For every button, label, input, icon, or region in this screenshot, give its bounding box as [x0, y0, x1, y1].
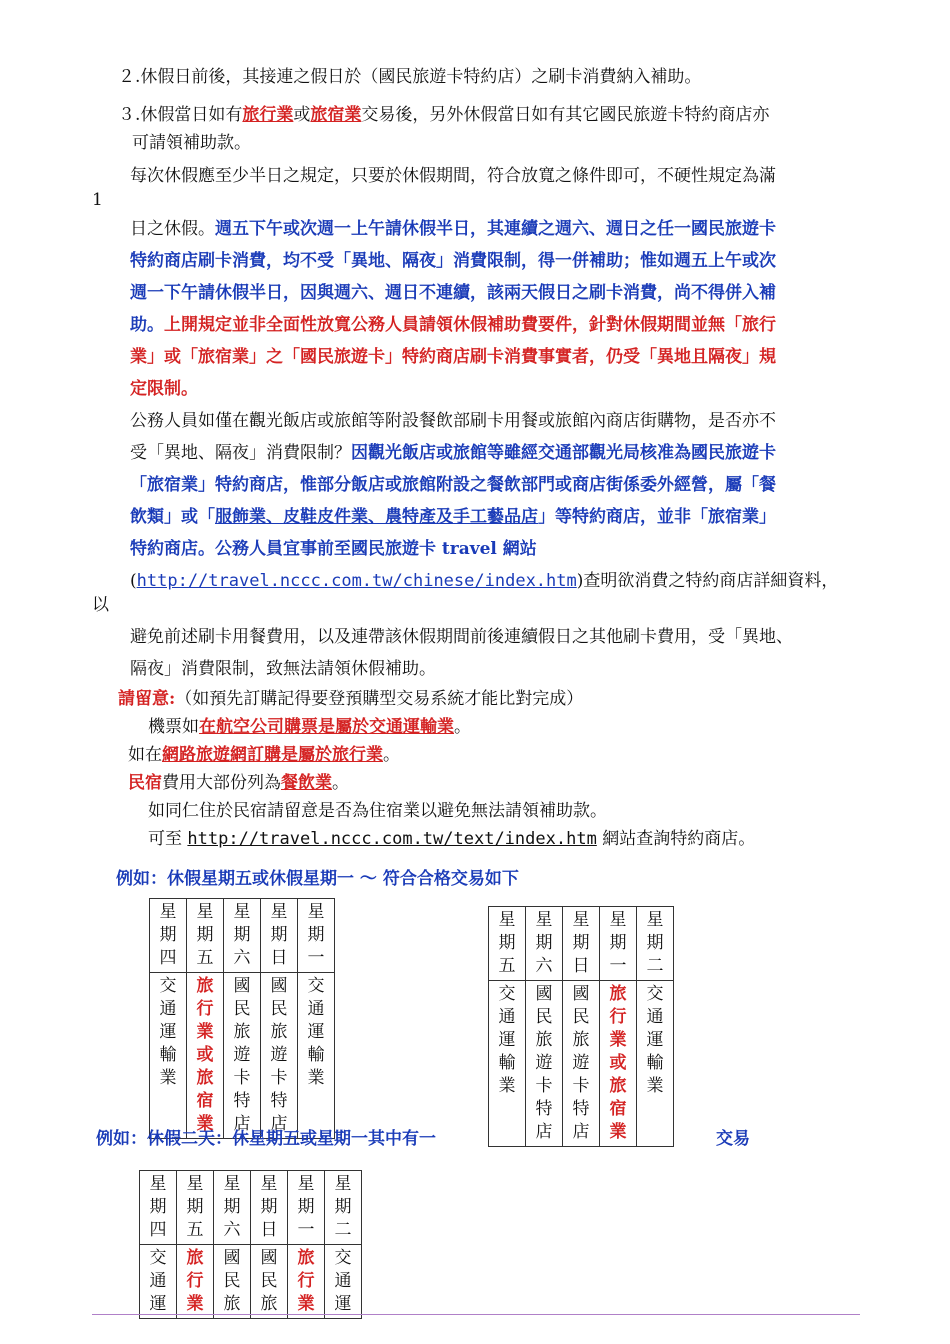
hotel-line1: 公務人員如僅在觀光飯店或旅館等附設餐飲部刷卡用餐或旅館內商店街購物，是否亦不 — [130, 411, 776, 431]
rule-blue-text: 週五下午或次週一上午請休假半日，其連續之週六、週日之任一國民旅遊卡 — [215, 219, 776, 239]
day-cell: 星 期 五 — [177, 1171, 214, 1245]
notice-text: 費用大部份列為 — [162, 773, 281, 793]
day-cell: 星 期 六 — [214, 1171, 251, 1245]
category-cell: 國 民 旅 遊 卡 特 店 — [224, 973, 261, 1139]
day-cell: 星 期 六 — [526, 907, 563, 981]
rule-text: 日之休假。 — [130, 219, 215, 239]
category-cell: 旅 行 業 或 旅 宿 業 — [600, 981, 637, 1147]
day-cell: 星 期 二 — [637, 907, 674, 981]
item-2-text: ２.休假日前後，其接連之假日於（國民旅遊卡特約店）之刷卡消費納入補助。 — [118, 67, 702, 87]
notice-line5 — [148, 828, 755, 850]
hotel-text-cont: 」等特約商店，並非「旅宿業」 — [538, 507, 776, 527]
rule-line1: 每次休假應至少半日之規定，只要於休假期間，符合放寬之條件即可，不硬性規定為滿 — [130, 166, 776, 186]
notice-text: 可至 — [148, 829, 188, 849]
category-cell: 交 通 運 — [325, 1245, 362, 1319]
day-cell: 星 期 四 — [150, 899, 187, 973]
example2-table — [139, 1170, 362, 1319]
notice-airline: 在航空公司購票是屬於交通運輸業 — [199, 717, 454, 737]
hotel-question: 受「異地、隔夜」消費限制？ — [130, 443, 351, 463]
notice-line3 — [128, 772, 349, 794]
day-cell: 星 期 一 — [600, 907, 637, 981]
notice-line4: 如同仁住於民宿請留意是否為住宿業以避免無法請領補助款。 — [148, 801, 607, 821]
hotel-line4 — [130, 506, 776, 528]
example2-title: 例如：休假二天：休星期五或星期一其中有一 — [96, 1129, 436, 1149]
hotel-underlined-categories: 服飾業、皮鞋皮件業、農特產及手工藝品店 — [215, 507, 538, 527]
category-cell: 交 通 運 輸 業 — [150, 973, 187, 1139]
hotel-text: 飲類」或「 — [130, 507, 215, 527]
category-cell: 旅 行 業 — [177, 1245, 214, 1319]
hotel-line5: 特約商店。公務人員宜事前至國民旅遊卡 travel 網站 — [130, 539, 537, 559]
notice-label: 請留意: — [118, 689, 176, 709]
day-cell: 星 期 五 — [187, 899, 224, 973]
category-cell: 交 通 運 輸 業 — [637, 981, 674, 1147]
category-cell: 交 通 運 輸 業 — [489, 981, 526, 1147]
day-cell: 星 期 日 — [261, 899, 298, 973]
item-3-text-cont: 交易後，另外休假當日如有其它國民旅遊卡特約商店亦 — [361, 105, 770, 125]
day-cell: 星 期 一 — [298, 899, 335, 973]
margin-number: 1 — [92, 190, 103, 210]
travel-text-link[interactable]: http://travel.nccc.com.tw/text/index.htm — [187, 829, 597, 849]
notice-paren: （如預先訂購記得要登預購型交易系統才能比對完成） — [175, 689, 584, 709]
day-cell: 星 期 六 — [224, 899, 261, 973]
notice-online-travel: 網路旅遊網訂購是屬於旅行業 — [162, 745, 383, 765]
rule-line3: 特約商店刷卡消費，均不受「異地、隔夜」消費限制，得一併補助；惟如週五上午或次 — [130, 251, 776, 271]
notice-bnb: 民宿 — [128, 773, 162, 793]
rule-line5 — [130, 314, 776, 336]
notice-line1 — [148, 716, 471, 738]
category-cell: 國 民 旅 — [214, 1245, 251, 1319]
rule-blue-end: 助。 — [130, 315, 164, 335]
item-3-line2: 可請領補助款。 — [132, 133, 251, 153]
day-cell: 星 期 日 — [563, 907, 600, 981]
category-cell: 國 民 旅 遊 卡 特 店 — [563, 981, 600, 1147]
rule-red-text: 上開規定並非全面性放寬公務人員請領休假補助費要件，針對休假期間並無「旅行 — [164, 315, 776, 335]
hotel-answer: 因觀光飯店或旅館等雖經交通部觀光局核准為國民旅遊卡 — [351, 443, 776, 463]
notice-text: 如在 — [128, 745, 162, 765]
rule-line4: 週一下午請休假半日，因與週六、週日不連續，該兩天假日之刷卡消費，尚不得併入補 — [130, 283, 776, 303]
notice-period: 。 — [454, 717, 471, 737]
paren-open: ( — [130, 571, 137, 591]
example1-table-b — [488, 906, 674, 1147]
category-cell: 國 民 旅 遊 卡 特 店 — [526, 981, 563, 1147]
item-3-line1 — [118, 104, 769, 126]
item-3-text: ３.休假當日如有 — [118, 105, 243, 125]
notice-text: 機票如 — [148, 717, 199, 737]
rule-line6: 業」或「旅宿業」之「國民旅遊卡」特約商店刷卡消費事實者，仍受「異地且隔夜」規 — [130, 347, 776, 367]
rule-line7: 定限制。 — [130, 379, 198, 399]
category-cell: 旅 行 業 或 旅 宿 業 — [187, 973, 224, 1139]
notice-text-cont: 網站查詢特約商店。 — [596, 829, 756, 849]
day-cell: 星 期 一 — [288, 1171, 325, 1245]
notice-line2 — [128, 744, 400, 766]
category-cell: 交 通 運 — [140, 1245, 177, 1319]
day-cell: 星 期 四 — [140, 1171, 177, 1245]
hotel-line6 — [130, 570, 838, 592]
hotel-line7: 避免前述刷卡用餐費用，以及連帶該休假期間前後連續假日之其他刷卡費用，受「異地、 — [130, 627, 793, 647]
notice-food: 餐飲業 — [281, 773, 332, 793]
footer-divider — [92, 1314, 860, 1315]
category-cell: 旅 行 業 — [288, 1245, 325, 1319]
notice-period: 。 — [332, 773, 349, 793]
category-cell: 國 民 旅 — [251, 1245, 288, 1319]
notice-header — [118, 688, 583, 710]
day-cell: 星 期 二 — [325, 1171, 362, 1245]
hotel-line8: 隔夜」消費限制，致無法請領休假補助。 — [130, 659, 436, 679]
example1-table-a — [149, 898, 335, 1139]
hotel-text-after-link: )查明欲消費之特約商店詳細資料， — [576, 571, 839, 591]
hotel-line2 — [130, 442, 776, 464]
category-cell: 國 民 旅 遊 卡 特 店 — [261, 973, 298, 1139]
category-cell: 交 通 運 輸 業 — [298, 973, 335, 1139]
day-cell: 星 期 日 — [251, 1171, 288, 1245]
rule-line2 — [130, 218, 776, 240]
lodging-term: 旅宿業 — [310, 105, 362, 125]
item-3-or: 或 — [293, 105, 311, 125]
example1-title: 例如：休假星期五或休假星期一 ～ 符合合格交易如下 — [116, 869, 519, 889]
day-cell: 星 期 五 — [489, 907, 526, 981]
travel-agency-term: 旅行業 — [242, 105, 294, 125]
travel-chinese-link[interactable]: http://travel.nccc.com.tw/chinese/index.htm — [136, 571, 577, 591]
margin-text: 以 — [92, 595, 109, 615]
hotel-line3: 「旅宿業」特約商店，惟部分飯店或旅館附設之餐飲部門或商店街係委外經營，屬「餐 — [130, 475, 776, 495]
notice-period: 。 — [383, 745, 400, 765]
example2-title-end: 交易 — [716, 1129, 750, 1149]
